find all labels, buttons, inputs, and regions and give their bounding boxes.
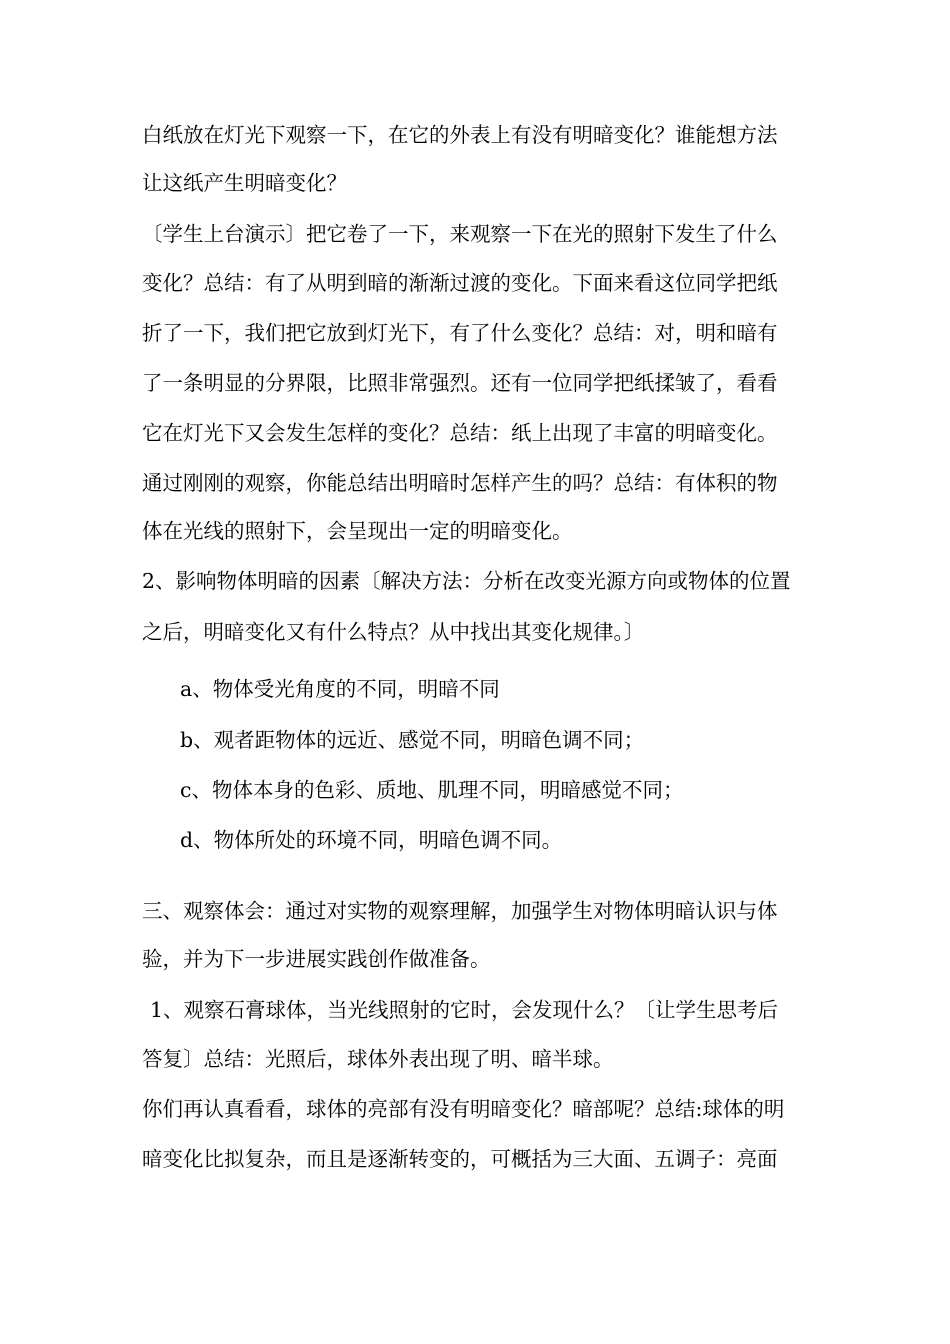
numbered-item: 1、观察石膏球体，当光线照射的它时，会发现什么？〔让学生思考后 — [150, 998, 779, 1022]
paragraph-line: 答复〕总结：光照后，球体外表出现了明、暗半球。 — [142, 1047, 614, 1071]
list-item-d: d、物体所处的环境不同，明暗色调不同。 — [180, 828, 563, 852]
paragraph-line: 让这纸产生明暗变化？ — [142, 171, 347, 195]
paragraph-line: 它在灯光下又会发生怎样的变化？总结：纸上出现了丰富的明暗变化。 — [142, 421, 778, 445]
paragraph-line: 折了一下，我们把它放到灯光下，有了什么变化？总结：对，明和暗有 — [142, 321, 778, 345]
paragraph-line: 之后，明暗变化又有什么特点？从中找出其变化规律。〕 — [142, 620, 645, 644]
list-item-c: c、物体本身的色彩、质地、肌理不同，明暗感觉不同； — [180, 778, 684, 802]
paragraph-line: 变化？总结：有了从明到暗的渐渐过渡的变化。下面来看这位同学把纸 — [142, 271, 778, 295]
list-item-b: b、观者距物体的远近、感觉不同，明暗色调不同； — [180, 728, 645, 752]
section-heading: 三、观察体会：通过对实物的观察理解，加强学生对物体明暗认识与体 — [142, 899, 778, 923]
paragraph-line: 你们再认真看看，球体的亮部有没有明暗变化？暗部呢？总结:球体的明 — [142, 1097, 785, 1121]
paragraph-line: 暗变化比拟复杂，而且是逐渐转变的，可概括为三大面、五调子：亮面 — [142, 1147, 778, 1171]
section-heading: 2、影响物体明暗的因素〔解决方法：分析在改变光源方向或物体的位置 — [142, 569, 791, 593]
paragraph-line: 通过刚刚的观察，你能总结出明暗时怎样产生的吗？总结：有体积的物 — [142, 471, 778, 495]
paragraph-line: 白纸放在灯光下观察一下，在它的外表上有没有明暗变化？谁能想方法 — [142, 123, 778, 147]
list-item-a: a、物体受光角度的不同，明暗不同 — [180, 677, 500, 701]
paragraph-line: 体在光线的照射下，会呈现出一定的明暗变化。 — [142, 519, 573, 543]
paragraph-line: 了一条明显的分界限，比照非常强烈。还有一位同学把纸揉皱了，看看 — [142, 371, 778, 395]
paragraph-line: 验，并为下一步进展实践创作做准备。 — [142, 947, 491, 971]
paragraph-line: 〔学生上台演示〕把它卷了一下，来观察一下在光的照射下发生了什么 — [142, 222, 778, 246]
